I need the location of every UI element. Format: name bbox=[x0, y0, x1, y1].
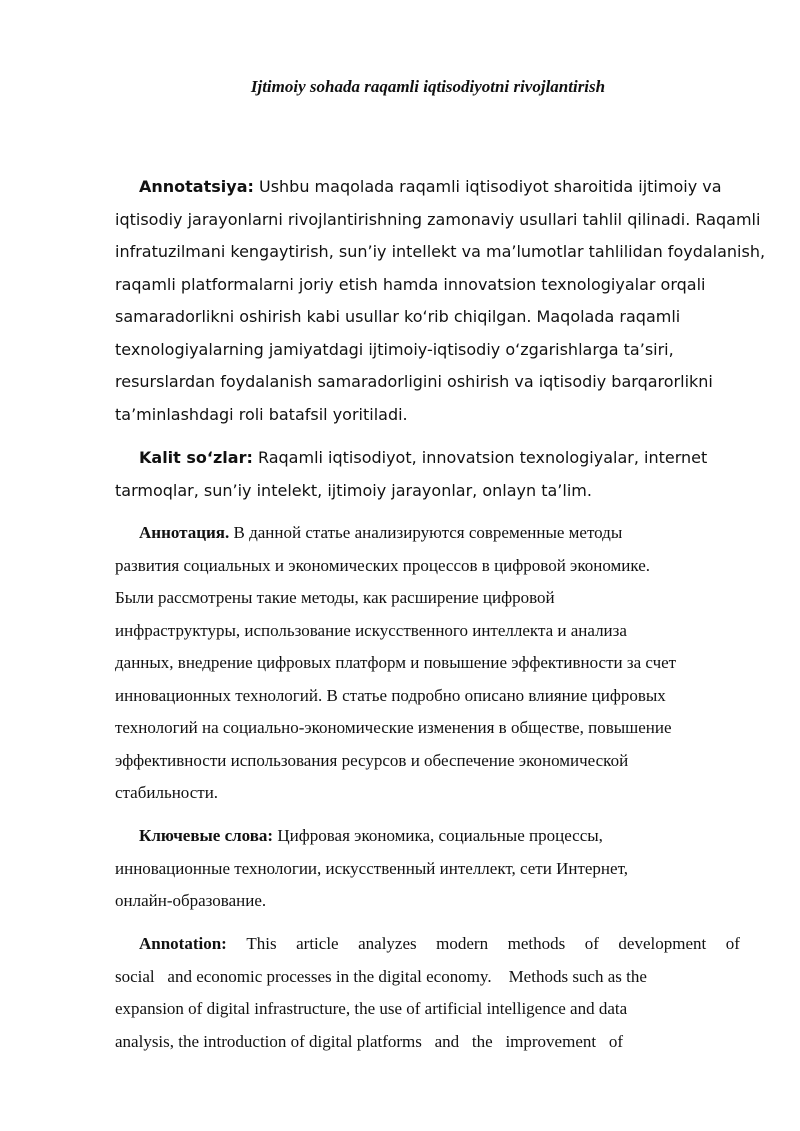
en-abstract-word: of bbox=[584, 934, 599, 953]
en-abstract-line: analysis, the introduction of digital platforms and the improvement of bbox=[115, 1031, 624, 1051]
en-abstract-line: social and economic processes in the digital economy. Methods such as the bbox=[115, 966, 647, 986]
uz-abstract-line: resurslardan foydalanish samaradorligini oshirish va iqtisodiy barqarorlikni bbox=[115, 372, 713, 391]
uz-keywords bbox=[115, 442, 740, 507]
uz-abstract-label: Annotatsiya: bbox=[139, 177, 254, 196]
ru-abstract-line: Были рассмотрены такие методы, как расширение цифровой bbox=[115, 588, 555, 607]
ru-keywords-line: инновационные технологии, искусственный интеллект, сети Интернет, bbox=[115, 858, 628, 878]
ru-keywords-text: Цифровая экономика, социальные процессы, bbox=[273, 826, 603, 845]
ru-keywords-line bbox=[115, 820, 740, 853]
ru-abstract-line: стабильности. bbox=[115, 783, 219, 802]
paper-title: Ijtimoiy sohada raqamli iqtisodiyotni rivojlantirish bbox=[250, 77, 606, 96]
ru-keywords bbox=[115, 820, 740, 918]
ru-abstract-line: инфраструктуры, использование искусственного интеллекта и анализа bbox=[115, 620, 627, 640]
ru-abstract bbox=[115, 517, 740, 810]
uz-keywords-label: Kalit so‘zlar: bbox=[139, 448, 253, 467]
ru-abstract-label: Аннотация. bbox=[139, 523, 230, 542]
en-abstract-word: modern bbox=[436, 934, 489, 953]
ru-abstract-text: В данной статье анализируются современные методы bbox=[229, 523, 623, 542]
en-abstract-word: of bbox=[725, 934, 740, 953]
uz-abstract-line: ta’minlashdagi roli batafsil yoritiladi. bbox=[115, 404, 408, 424]
uz-abstract bbox=[115, 171, 766, 431]
en-abstract bbox=[115, 928, 740, 1058]
uz-abstract-line: infratuzilmani kengaytirish, sun’iy intellekt va ma’lumotlar tahlilidan foydalanish, bbox=[115, 242, 766, 261]
ru-keywords-label: Ключевые слова: bbox=[139, 826, 274, 845]
uz-keywords-line: tarmoqlar, sun’iy intelekt, ijtimoiy jarayonlar, onlayn ta’lim. bbox=[115, 480, 592, 500]
uz-abstract-line: samaradorlikni oshirish kabi usullar ko‘rib chiqilgan. Maqolada raqamli bbox=[115, 307, 681, 326]
en-abstract-line bbox=[115, 928, 740, 961]
uz-abstract-text: Ushbu maqolada raqamli iqtisodiyot sharoitida ijtimoiy va bbox=[253, 177, 722, 196]
ru-abstract-line: эффективности использования ресурсов и обеспечение экономической bbox=[115, 750, 629, 770]
ru-abstract-line: данных, внедрение цифровых платформ и повышение эффективности за счет bbox=[115, 653, 677, 672]
ru-abstract-line: развития социальных и экономических процессов в цифровой экономике. bbox=[115, 555, 650, 575]
uz-keywords-text: Raqamli iqtisodiyot, innovatsion texnologiyalar, internet bbox=[252, 448, 708, 467]
uz-abstract-line bbox=[115, 171, 740, 204]
uz-abstract-line: iqtisodiy jarayonlarni rivojlantirishning zamonaviy usullari tahlil qilinadi. Raqamli bbox=[115, 209, 761, 229]
en-abstract-word: article bbox=[296, 934, 339, 953]
ru-keywords-line: онлайн-образование. bbox=[115, 891, 267, 910]
uz-abstract-line: texnologiyalarning jamiyatdagi ijtimoiy-iqtisodiy o‘zgarishlarga ta’siri, bbox=[115, 339, 674, 359]
en-abstract-word: analyzes bbox=[358, 934, 417, 953]
en-abstract-line: expansion of digital infrastructure, the use of artificial intelligence and data bbox=[115, 999, 628, 1018]
en-abstract-word: development bbox=[618, 934, 707, 953]
ru-abstract-line: технологий на социально-экономические изменения в обществе, повышение bbox=[115, 718, 672, 737]
ru-abstract-line: инновационных технологий. В статье подробно описано влияние цифровых bbox=[115, 685, 666, 705]
uz-abstract-line: raqamli platformalarni joriy etish hamda innovatsion texnologiyalar orqali bbox=[115, 274, 706, 294]
en-abstract-word: This bbox=[246, 934, 277, 953]
ru-abstract-line bbox=[115, 517, 740, 550]
uz-keywords-line bbox=[115, 442, 740, 475]
en-abstract-word: methods bbox=[507, 934, 566, 953]
en-abstract-label: Annotation: bbox=[139, 934, 227, 953]
